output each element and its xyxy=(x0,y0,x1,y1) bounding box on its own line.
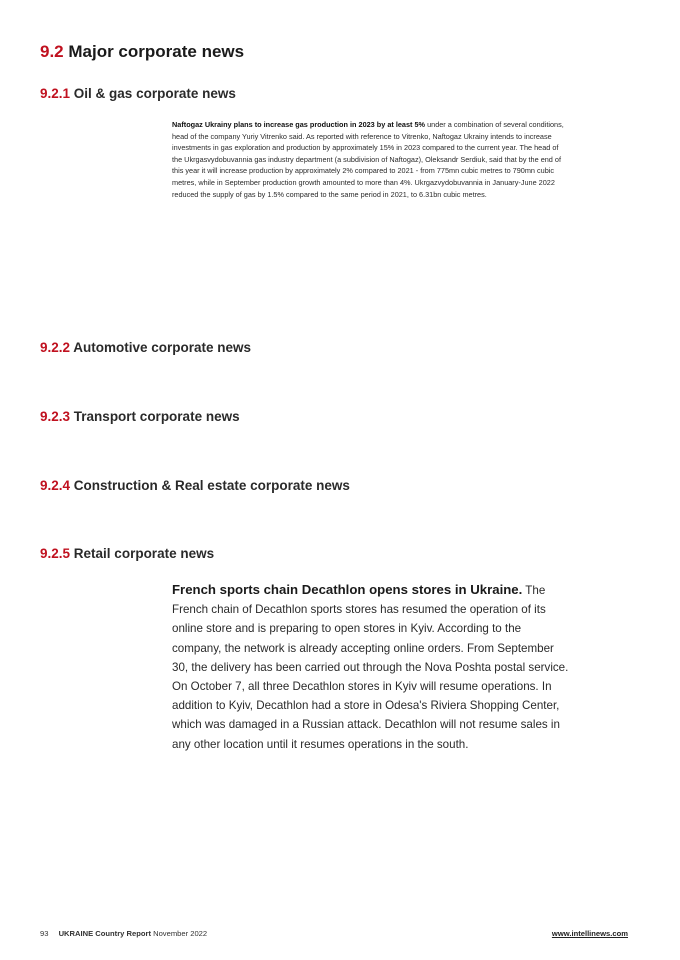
footer-left xyxy=(40,929,207,938)
article-body: under a combination of several conditions, head of the company Yuriy Vitrenko said. As reported with reference to Vitrenko, Naftogaz Ukrainy intends to increase investments in gas exploration and production by approximately 15% in 2023 compared to the current year. The head of the Ukrgasvydobuvannia gas industry department (a subdivision of Naftogaz), Oleksandr Serdiuk, said that by the end of this year it will increase production by approximately 2% compared to 2021 - from 775mn cubic metres to 790mn cubic metres, while in September production growth amounted to more than 4%. Ukrgazvydobuvannia in January-June 2022 reduced the supply of gas by 1.5% compared to the same period in 2021, to 6.31bn cubic metres. xyxy=(172,120,564,199)
subsection-title: Oil & gas corporate news xyxy=(73,86,236,101)
subsection-title: Transport corporate news xyxy=(73,409,240,424)
page-footer xyxy=(40,929,628,943)
subsection-number: 9.2.4 xyxy=(40,478,71,493)
report-date: November 2022 xyxy=(153,929,208,938)
article-headline: Naftogaz Ukrainy plans to increase gas production in 2023 by at least 5% xyxy=(172,120,426,129)
subsection-heading-automotive xyxy=(40,340,251,355)
page-number: 93 xyxy=(40,929,49,938)
article-headline: French sports chain Decathlon opens stores in Ukraine. xyxy=(172,582,523,597)
subsection-heading-transport xyxy=(40,409,240,424)
subsection-number: 9.2.5 xyxy=(40,546,71,561)
subsection-title: Retail corporate news xyxy=(73,546,215,561)
subsection-title: Construction & Real estate corporate news xyxy=(73,478,350,493)
subsection-heading-oil-gas xyxy=(40,86,236,101)
article-body: The French chain of Decathlon sports stores has resumed the operation of its online store and is preparing to open stores in Kyiv. According to the company, the network is already accepting online orders. From September 30, the delivery has been carried out through the Nova Poshta postal service. On October 7, all three Decathlon stores in Kyiv will resume operations. In addition to Kyiv, Decathlon had a store in Odesa's Riviera Shopping Center, which was damaged in a Russian attack. Decathlon will not resume sales in any other location until it resumes operations in the south. xyxy=(172,584,569,751)
section-title: Major corporate news xyxy=(68,42,245,61)
subsection-number: 9.2.3 xyxy=(40,409,71,424)
report-name: UKRAINE Country Report xyxy=(58,929,151,938)
subsection-heading-retail xyxy=(40,546,214,561)
retail-article xyxy=(172,580,572,754)
section-heading-9-2 xyxy=(40,42,244,62)
section-number: 9.2 xyxy=(40,42,64,61)
subsection-number: 9.2.1 xyxy=(40,86,71,101)
oil-gas-article xyxy=(172,119,568,200)
subsection-title: Automotive corporate news xyxy=(73,340,252,355)
subsection-number: 9.2.2 xyxy=(40,340,71,355)
footer-link[interactable]: www.intellinews.com xyxy=(551,929,628,938)
subsection-heading-construction xyxy=(40,478,350,493)
